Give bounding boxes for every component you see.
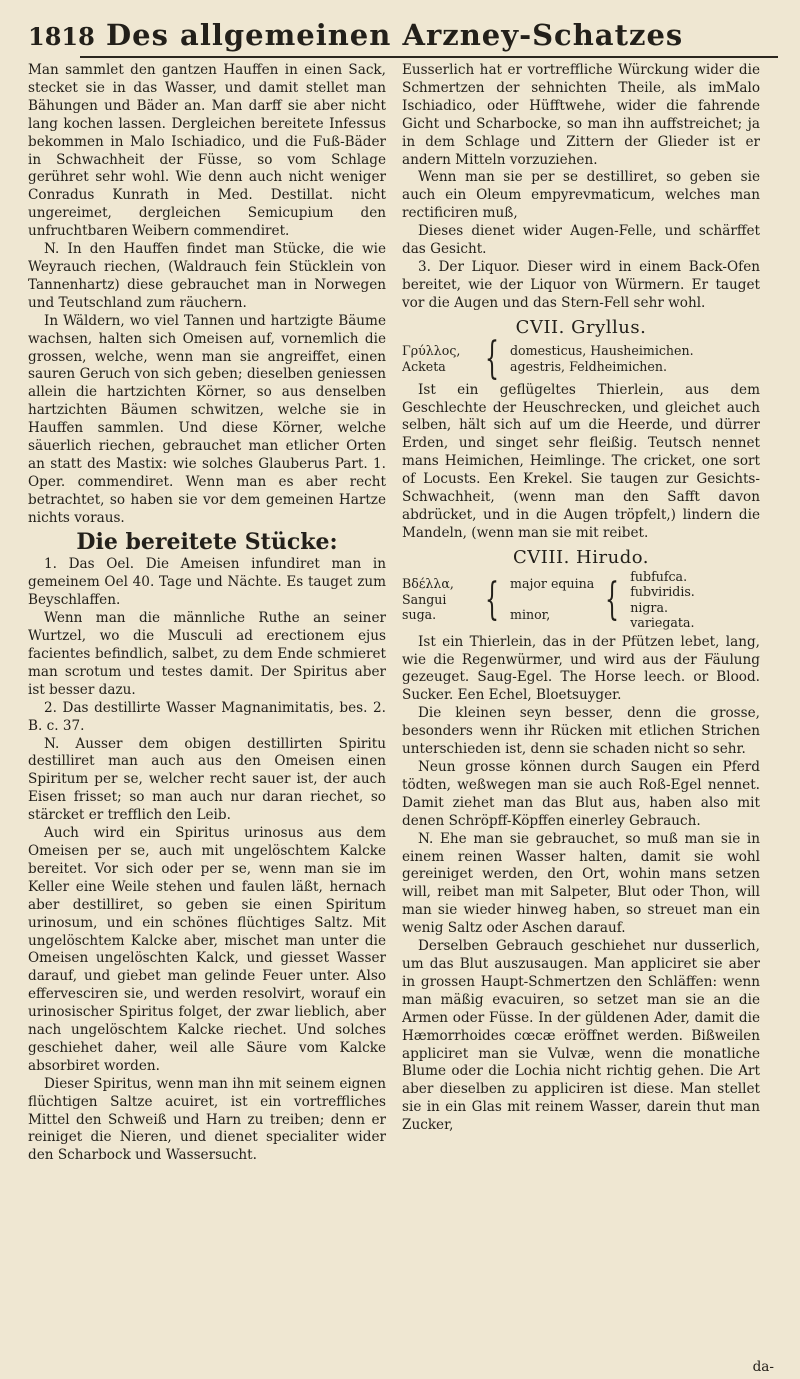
gryllus-synonyms <box>402 332 760 384</box>
paragraph: Wenn man die männliche Ruthe an seiner Wurtzel, wo die Musculi ad erectionem ejus facientes befindlich, salbet, zu dem Ende schmieret man scrotum und testes damit. Der Spiritus aber ist besser dazu. <box>28 610 386 698</box>
synonym-line: minor, <box>510 607 551 623</box>
paragraph: Man sammlet den gantzen Hauffen in einen Sack, stecket sie in das Wasser, und damit stellet man Bähungen und Bäder an. Man darff sie aber nicht lang kochen lassen. Dergleichen bereitete Infessus bekommen in Malo Ischiadico, und die Fuß-Bäder in Schwachheit der Füsse, so vom Schlage gerühret sehr wohl. Wie denn auch nicht weniger Conradus Kunrath in Med. Destillat. nicht ungereimet, dergleichen Semicupium den unfruchtbaren Weibern commendiret. <box>28 62 386 240</box>
paragraph: Ist ein geflügeltes Thierlein, aus dem Geschlechte der Heuschrecken, und gleichet auch selben, hält sich auf um die Heerde, und dürrer Erden, und singet sehr fleißig. Teutsch nennet mans Heimichen, Heimlinge. The cricket, one sort of Locusts. Een Krekel. Sie taugen zur Gesichts-Schwachheit, (wenn man den Safft davon abdrücket, und in die Augen tröpfelt,) lindern die Mandeln, (wenn man sie mit reibet. <box>402 381 760 541</box>
paragraph: Derselben Gebrauch geschiehet nur dusserlich, um das Blut auszusaugen. Man appliciret sie aber in grossen Haupt-Schmertzen den Schläffen: wenn man mäßig evacuiren, so setzet man sie an die Armen oder Füsse. In der güldenen Ader, damit die Hæmorrhoides cœcæ eröffnet werden. Bißweilen appliciret man sie Vulvæ, wenn die monatliche Blume oder die Lochia nicht richtig gehen. Die Art aber dieselben zu appliciren ist diese. Man stellet sie in ein Glas mit reinem Wasser, darein thut man Zucker, <box>402 938 760 1134</box>
synonym-name: Γρύλλος, <box>402 343 461 359</box>
header-rule <box>80 56 778 58</box>
hirudo-synonyms <box>402 569 760 631</box>
paragraph: 3. Der Liquor. Dieser wird in einem Back-Ofen bereitet, wie der Liquor von Würmern. Er tauget vor die Augen und das Stern-Fell sehr wohl. <box>402 258 760 311</box>
paragraph: 2. Das destillirte Wasser Magnanimitatis, bes. 2. B. c. 37. <box>28 699 386 734</box>
synonym-line: major equina <box>510 576 595 592</box>
paragraph: Die kleinen seyn besser, denn die grosse, besonders wenn ihr Rücken mit etlichen Strichen unterschieden ist, denn sie schaden nicht so sehr. <box>402 705 760 758</box>
paragraph: Eusserlich hat er vortreffliche Würckung wider die Schmertzen der sehnichten Theile, als imMalo Ischiadico, oder Hüfftwehe, wider die fahrende Gicht und Scharbocke, so man ihn auffstreichet; ja in dem Schlage und Zittern der Glieder ist er andern Mitteln vorzuziehen. <box>402 62 760 168</box>
entry-heading-hirudo: CVIII. Hirudo. <box>513 546 649 568</box>
paragraph: Auch wird ein Spiritus urinosus aus dem Omeisen per se, auch mit ungelöschtem Kalcke bereitet. Vor sich oder per se, wenn man sie im Keller eine Weile stehen und faulen läßt, hernach aber destilliret, so geben sie einen Spiritum urinosum, und ein schönes flüchtiges Saltz. Mit ungelöschtem Kalcke aber, mischet man unter die Omeisen ungelöschten Kalck, und giesset Wasser darauf, und giebet man gelinde Feuer unter. Also effervesciren sie, und werden resolvirt, worauf ein urinosischer Spiritus folget, der zwar lieblich, aber nach ungelöschtem Kalcke riechet. Und solches geschiehet daher, weil alle Säure vom Kalcke absorbiret worden. <box>28 825 386 1074</box>
left-column <box>28 62 386 1165</box>
paragraph: Ist ein Thierlein, das in der Pfützen lebet, lang, wie die Regenwürmer, und wird aus der Fäulung gezeuget. Saug-Egel. The Horse leech. or Blood. Sucker. Een Echel, Bloetsuyger. <box>402 633 760 704</box>
synonym-kind: fubviridis. <box>630 584 695 600</box>
paragraph: N. In den Hauffen findet man Stücke, die wie Weyrauch riechen, (Waldrauch fein Stücklein von Tannenhartz) diese gebrauchet man in Norwegen und Teutschland zum räuchern. <box>28 241 386 311</box>
catchword: da- <box>752 1359 774 1375</box>
right-column <box>402 62 760 1135</box>
running-header <box>28 14 778 54</box>
paragraph: Wenn man sie per se destilliret, so geben sie auch ein Oleum empyrevmaticum, welches man rectificiren muß, <box>402 169 760 222</box>
page-number: 1818 <box>28 22 95 51</box>
paragraph: 1. Das Oel. Die Ameisen infundiret man in gemeinem Oel 40. Tage und Nächte. Es tauget zum Beyschlaffen. <box>28 556 386 609</box>
brace-glyph: { <box>485 573 499 625</box>
section-heading: Die bereitete Stücke: <box>76 528 338 555</box>
synonym-line: domesticus, Hausheimichen. <box>510 343 694 359</box>
synonym-kind: nigra. <box>630 599 668 615</box>
paragraph: N. Ehe man sie gebrauchet, so muß man sie in einem reinen Wasser halten, damit sie wohl gereiniget werden, den Ort, wohin mans setzen will, reibet man mit Salpeter, Blut oder Thon, will man sie wieder hinweg haben, so streuet man ein wenig Saltz oder Aschen darauf. <box>402 830 760 937</box>
synonym-kind: fubfufca. <box>630 568 688 584</box>
synonym-name: Sangui <box>402 591 447 607</box>
synonym-name: Acketa <box>402 358 446 374</box>
paragraph: In Wäldern, wo viel Tannen und hartzigte Bäume wachsen, halten sich Omeisen auf, vornemlich die grossen, welche, wenn man sie angreiffet, einen sauren Geruch von sich geben; dieselben geniessen allein die hartzichten Körner, so aus denselben hartzichten Bäumen schwitzen, welche sie in Hauffen sammlen. Und diese Körner, welche säuerlich riechen, gebrauchet man etlicher Orten an statt des Mastix: wie solches Glauberus Part. 1. Oper. commendiret. Wenn man es aber recht betrachtet, so haben sie vor dem gemeinen Hartze nichts voraus. <box>28 312 386 526</box>
brace-glyph: { <box>485 332 499 384</box>
paragraph: Dieser Spiritus, wenn man ihn mit seinem eignen flüchtigen Saltze acuiret, ist ein vortreffliches Mittel den Schweiß und Harn zu treiben; denn er reiniget die Nieren, und dienet specialiter wider den Scharbock und Wassersucht. <box>28 1075 386 1164</box>
paragraph: N. Ausser dem obigen destillirten Spiritu destilliret man auch aus den Omeisen einen Spiritum per se, welcher recht sauer ist, der auch Eisen frisset; so man auch nur daran riechet, so stärcket er trefflich den Leib. <box>28 735 386 824</box>
brace-glyph: { <box>605 573 620 625</box>
synonym-name: Βδέλλα, <box>402 576 454 592</box>
synonym-line: agestris, Feldheimichen. <box>510 358 667 374</box>
running-title: Des allgemeinen Arzney-Schatzes <box>106 18 684 52</box>
entry-heading-gryllus: CVII. Gryllus. <box>515 316 647 338</box>
paragraph: Neun grosse können durch Saugen ein Pferd tödten, weßwegen man sie auch Roß-Egel nennet. Damit ziehet man das Blut aus, haben also mit denen Schröpff-Köpffen einerley Gebrauch. <box>402 759 760 829</box>
synonym-kind: variegata. <box>630 615 695 631</box>
synonym-name: suga. <box>402 607 437 623</box>
paragraph: Dieses dienet wider Augen-Felle, und schärffet das Gesicht. <box>402 223 760 258</box>
